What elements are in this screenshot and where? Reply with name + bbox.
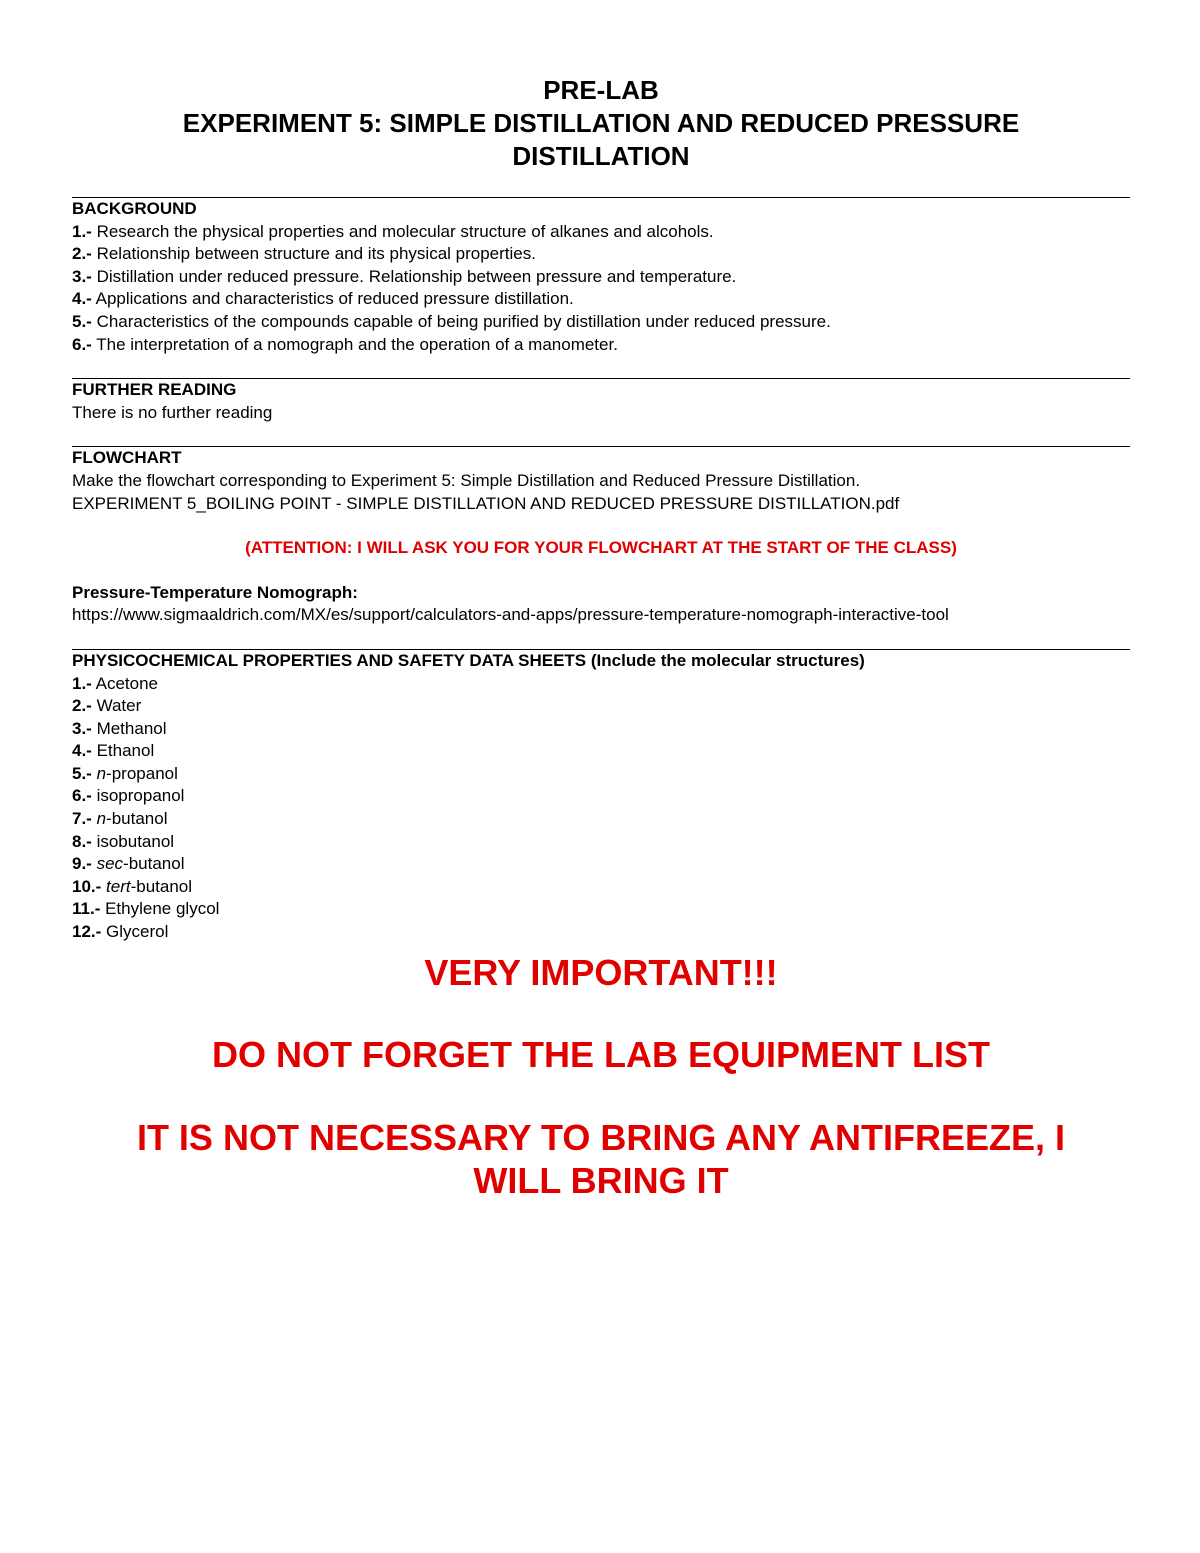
equipment-notice: DO NOT FORGET THE LAB EQUIPMENT LIST <box>212 1033 990 1075</box>
list-item: 9.- sec-butanol <box>72 854 185 874</box>
flowchart-heading: FLOWCHART <box>72 448 182 468</box>
flowchart-section <box>72 447 1130 627</box>
list-item: 7.- n-butanol <box>72 809 168 829</box>
title-line-2: EXPERIMENT 5: SIMPLE DISTILLATION AND REDUCED PRESSURE <box>182 108 1020 138</box>
antifreeze-notice <box>72 1116 1130 1202</box>
list-item: 3.- Methanol <box>72 718 167 738</box>
spacer <box>72 627 1130 649</box>
list-item: 6.- The interpretation of a nomograph and the operation of a manometer. <box>72 334 618 354</box>
flowchart-instruction: Make the flowchart corresponding to Experiment 5: Simple Distillation and Reduced Pressure Distillation. <box>72 470 861 490</box>
title-line-1: PRE-LAB <box>543 75 659 105</box>
antifreeze-line-2: WILL BRING IT <box>473 1159 729 1201</box>
further-reading-heading: FURTHER READING <box>72 380 237 400</box>
antifreeze-line-1: IT IS NOT NECESSARY TO BRING ANY ANTIFREEZE, I <box>136 1116 1066 1158</box>
spacer <box>72 356 1130 378</box>
list-item: 10.- tert-butanol <box>72 876 193 896</box>
nomograph-link[interactable]: https://www.sigmaaldrich.com/MX/es/support/calculators-and-apps/pressure-temperature-nomograph-interactive-tool <box>72 605 949 625</box>
list-item: 5.- n-propanol <box>72 763 178 783</box>
nomograph-label: Pressure-Temperature Nomograph: <box>72 582 358 602</box>
very-important-notice: VERY IMPORTANT!!! <box>424 951 778 993</box>
list-item: 4.- Applications and characteristics of reduced pressure distillation. <box>72 289 574 309</box>
list-item: 2.- Water <box>72 696 142 716</box>
list-item: 1.- Acetone <box>72 673 159 693</box>
spacer <box>72 515 1130 537</box>
flowchart-file-reference: EXPERIMENT 5_BOILING POINT - SIMPLE DISTILLATION AND REDUCED PRESSURE DISTILLATION.pdf <box>72 493 900 513</box>
attention-notice: (ATTENTION: I WILL ASK YOU FOR YOUR FLOWCHART AT THE START OF THE CLASS) <box>245 538 957 558</box>
properties-section <box>72 650 1130 944</box>
list-item: 1.- Research the physical properties and molecular structure of alkanes and alcohols. <box>72 221 714 241</box>
list-item: 6.- isopropanol <box>72 786 185 806</box>
list-item: 5.- Characteristics of the compounds capable of being purified by distillation under reduced pressure. <box>72 311 831 331</box>
background-heading: BACKGROUND <box>72 199 197 218</box>
list-item: 12.- Glycerol <box>72 922 169 942</box>
document-page <box>72 74 1130 1202</box>
title-line-3: DISTILLATION <box>512 141 690 171</box>
list-item: 3.- Distillation under reduced pressure. Relationship between pressure and temperature. <box>72 266 737 286</box>
background-section <box>72 198 1130 356</box>
further-reading-text: There is no further reading <box>72 402 273 422</box>
spacer <box>72 560 1130 582</box>
list-item: 2.- Relationship between structure and its physical properties. <box>72 244 536 264</box>
properties-heading: PHYSICOCHEMICAL PROPERTIES AND SAFETY DATA SHEETS (Include the molecular structures) <box>72 650 865 670</box>
list-item: 8.- isobutanol <box>72 831 175 851</box>
list-item: 11.- Ethylene glycol <box>72 899 220 919</box>
title-block <box>72 74 1130 173</box>
spacer <box>72 424 1130 446</box>
list-item: 4.- Ethanol <box>72 741 155 761</box>
further-reading-section <box>72 379 1130 424</box>
